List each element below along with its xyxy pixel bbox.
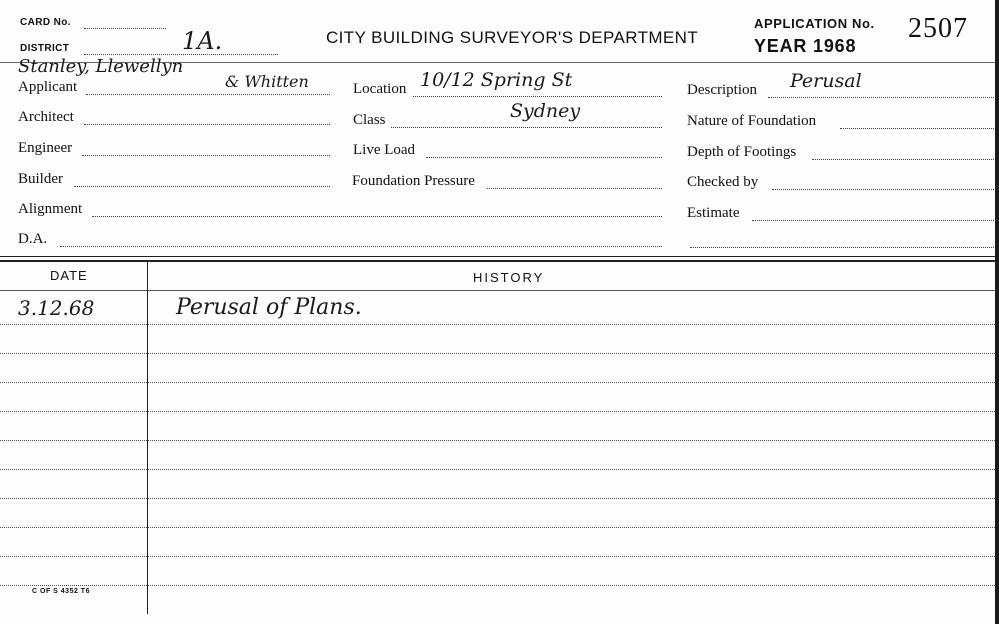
nature-of-foundation-label: Nature of Foundation: [687, 113, 817, 129]
history-line: [0, 324, 999, 325]
history-line: [0, 585, 999, 586]
district-value: 1A.: [182, 27, 223, 55]
nature-of-foundation-line: [840, 128, 998, 129]
card-no-line: [84, 28, 166, 29]
da-label: D.A.: [18, 231, 48, 247]
card-edge: [995, 0, 999, 624]
card-no-label: CARD No.: [20, 17, 71, 28]
architect-label: Architect: [18, 109, 74, 125]
class-label: Class: [353, 112, 386, 128]
depth-of-footings-label: Depth of Footings: [687, 144, 797, 160]
da-line: [60, 246, 662, 247]
district-line: [84, 54, 278, 55]
application-no-value: 2507: [908, 13, 968, 44]
foundation-pressure-line: [487, 188, 662, 189]
history-entry-text: Perusal of Plans.: [176, 295, 362, 320]
alignment-label: Alignment: [18, 201, 83, 217]
history-line: [0, 527, 999, 528]
applicant-line: [86, 94, 330, 95]
live-load-label: Live Load: [353, 142, 416, 158]
history-line: [0, 556, 999, 557]
description-value: Perusal: [790, 70, 862, 92]
checked-by-label: Checked by: [687, 174, 759, 190]
history-line: [0, 498, 999, 499]
class-line: [391, 127, 662, 128]
history-line: [0, 469, 999, 470]
depth-of-footings-line: [812, 159, 998, 160]
engineer-line: [82, 155, 330, 156]
location-line: [413, 96, 662, 97]
location-label: Location: [353, 81, 407, 97]
checked-by-line: [772, 189, 998, 190]
department-title: CITY BUILDING SURVEYOR'S DEPARTMENT: [326, 28, 699, 47]
history-top-rule-1: [0, 256, 999, 257]
year-label: YEAR 1968: [754, 36, 857, 56]
date-history-divider: [147, 262, 148, 614]
history-top-rule-2: [0, 260, 999, 262]
history-header-rule: [0, 290, 999, 291]
estimate-line: [752, 220, 998, 221]
builder-label: Builder: [18, 171, 63, 187]
history-column-header: HISTORY: [473, 270, 545, 285]
estimate-extra-line: [690, 247, 998, 248]
foundation-pressure-label: Foundation Pressure: [352, 173, 475, 189]
applicant-label: Applicant: [18, 79, 78, 95]
architect-line: [84, 124, 330, 125]
applicant-value-line2: & Whitten: [225, 72, 309, 91]
history-line: [0, 353, 999, 354]
live-load-line: [426, 157, 662, 158]
description-label: Description: [687, 82, 757, 98]
history-entry-date: 3.12.68: [18, 296, 95, 320]
date-column-header: DATE: [50, 268, 88, 283]
history-line: [0, 411, 999, 412]
history-line: [0, 382, 999, 383]
form-code: C OF S 4352 T6: [32, 588, 90, 595]
applicant-value-line1: Stanley, Llewellyn: [18, 56, 184, 77]
description-line: [768, 97, 998, 98]
engineer-label: Engineer: [18, 140, 73, 156]
estimate-label: Estimate: [687, 205, 740, 221]
district-label: DISTRICT: [20, 43, 70, 54]
location-value-line1: 10/12 Spring St: [420, 69, 573, 91]
alignment-line: [92, 216, 662, 217]
history-line: [0, 440, 999, 441]
application-no-label: APPLICATION No.: [754, 16, 875, 31]
builder-line: [74, 186, 330, 187]
location-value-line2: Sydney: [510, 100, 581, 122]
